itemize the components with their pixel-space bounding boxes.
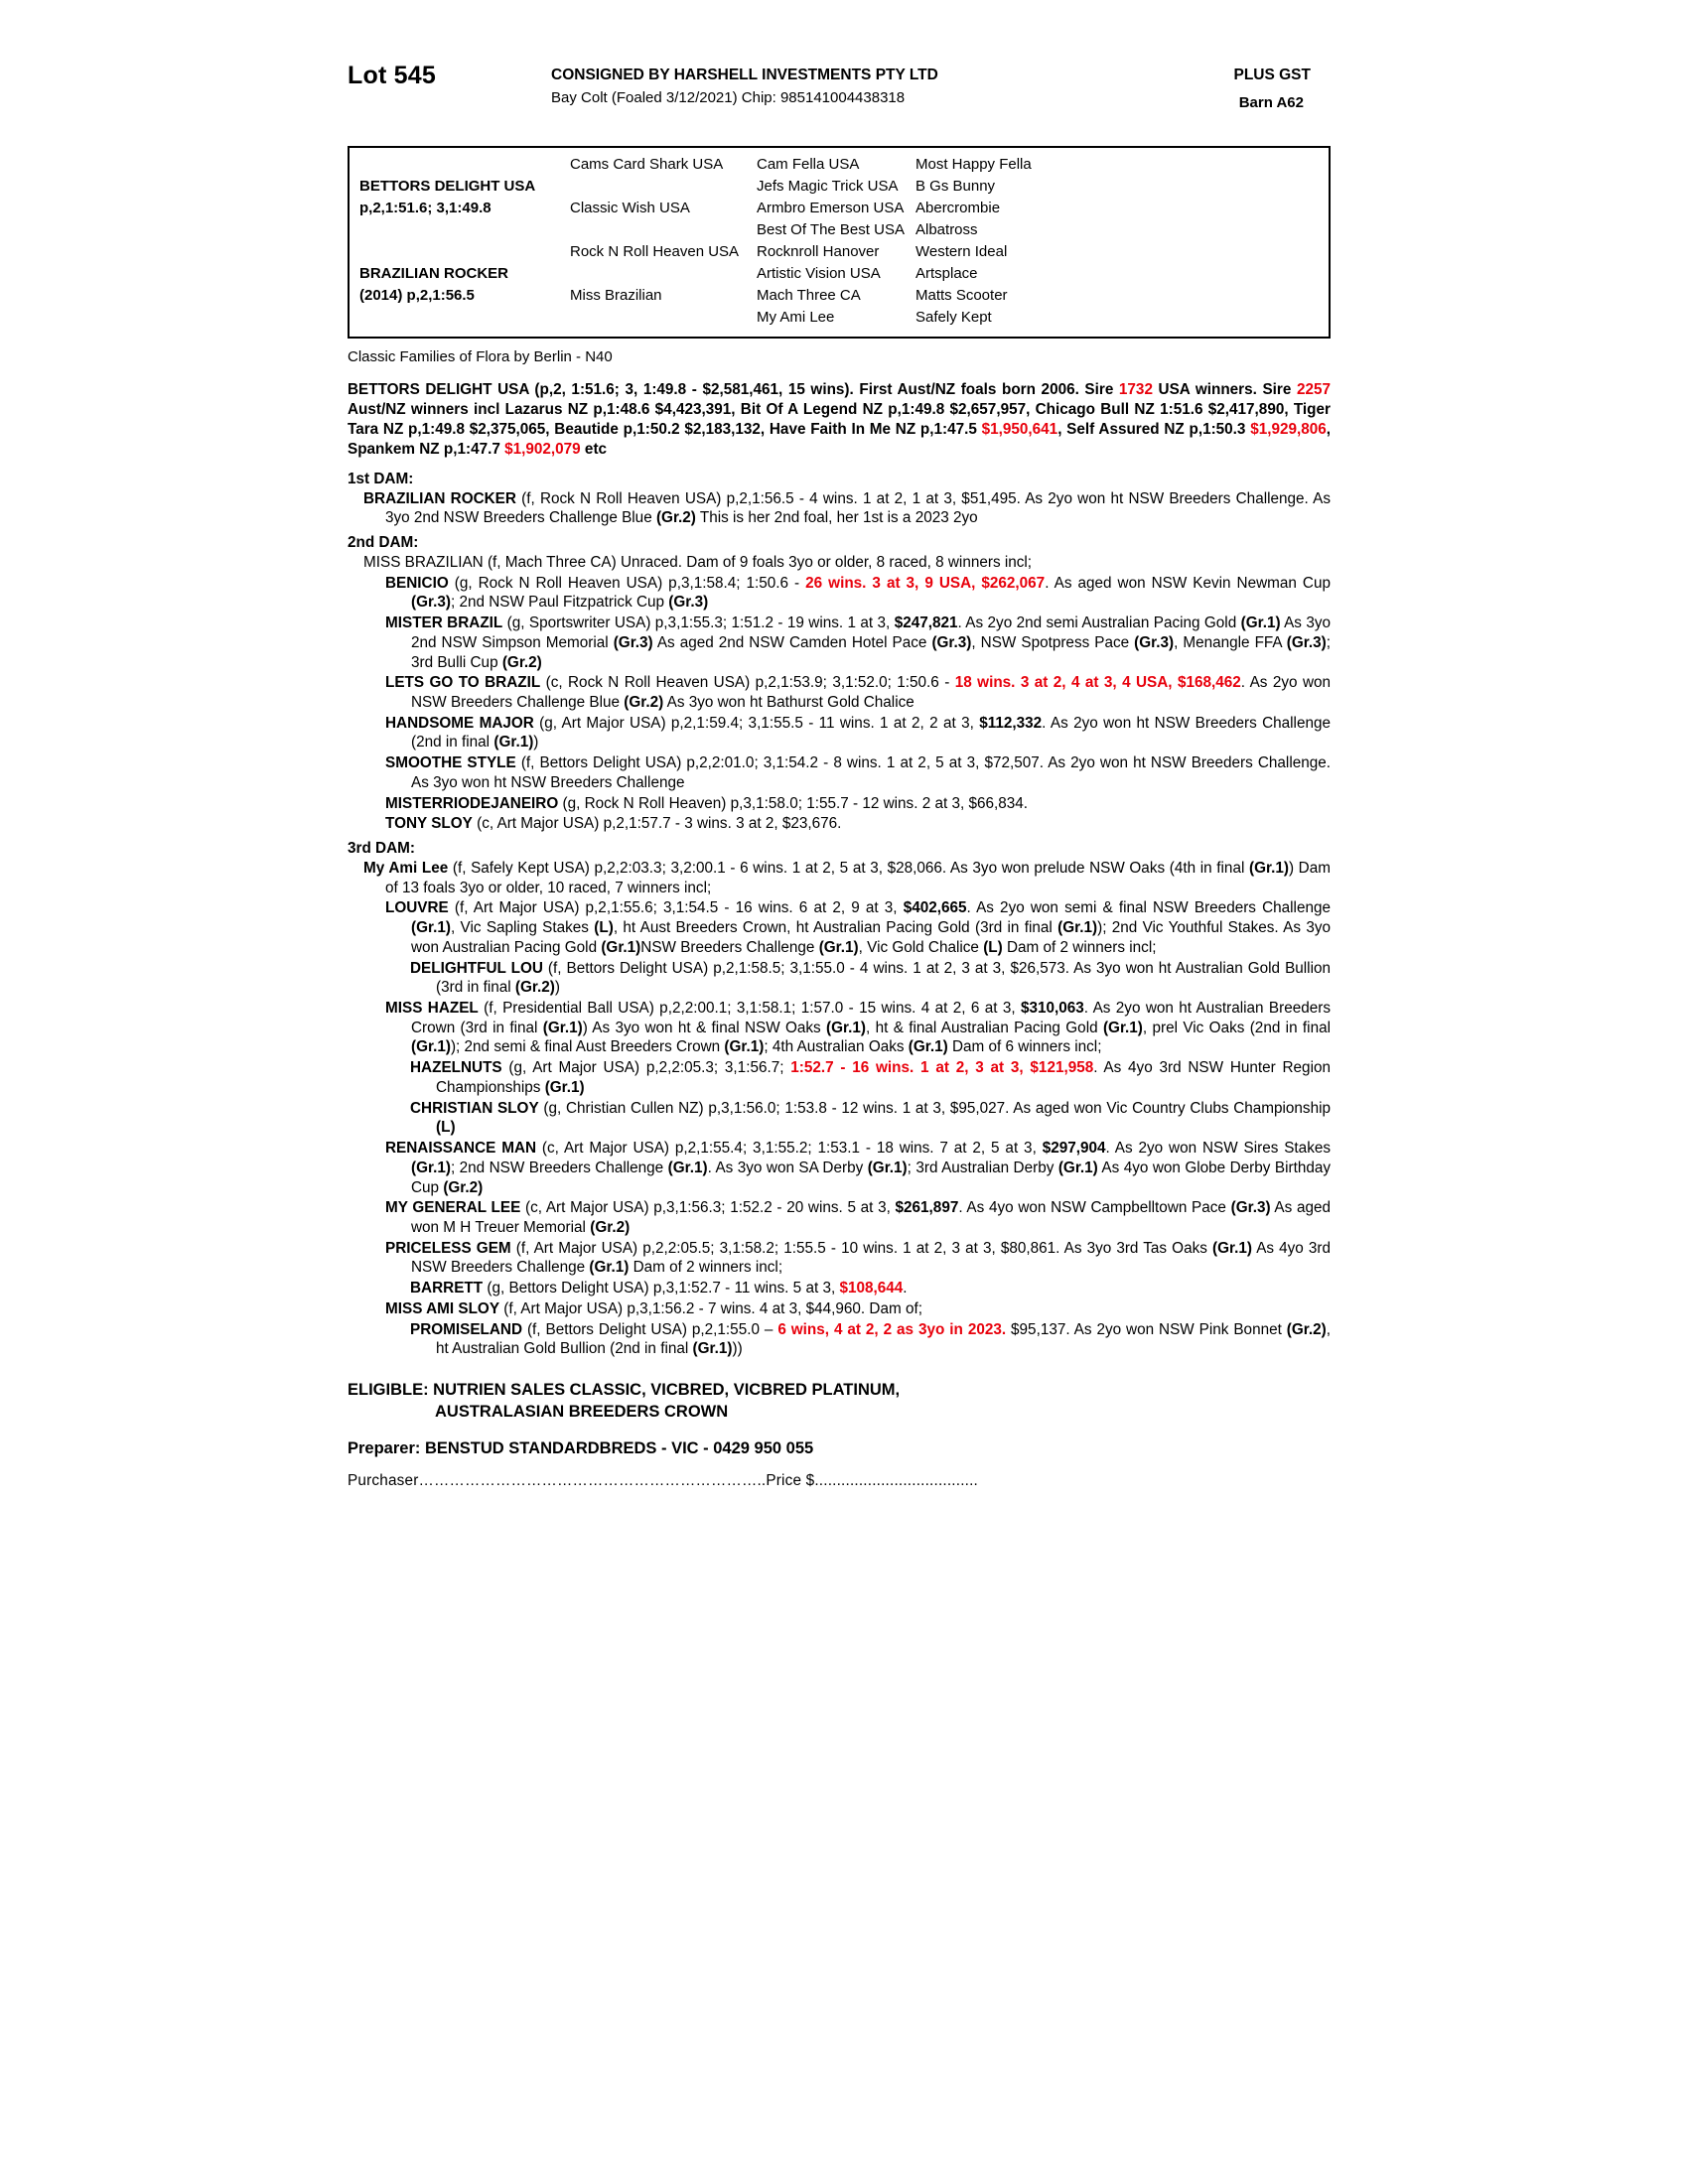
pedigree-gen3-5: Rocknroll Hanover [757, 243, 880, 260]
text-fragment-2: . [903, 1280, 908, 1297]
text-fragment-0: (f, Safely Kept USA) p,2,2:03.3; 3,2:00.1 - 6 wins. 1 at 2, 5 at 3, $28,066. As 3yo won prelude NSW Oaks (4th in final [448, 860, 1249, 877]
pedigree-gen4-3: Abercrombie [915, 200, 1001, 216]
first-dam-text-b: This is her 2nd foal, her 1st is a 2023 2yo [695, 509, 978, 527]
text-fragment-5: (L) [594, 919, 614, 937]
text-fragment-7: (Gr.1) [1057, 919, 1098, 937]
pedigree-gen3-8: My Ami Lee [757, 309, 835, 326]
text-fragment-4: As 3yo 2nd NSW Simpson Memorial [411, 614, 1332, 651]
text-fragment-2: ) [554, 979, 560, 997]
pedigree-gen4-1: Most Happy Fella [915, 156, 1032, 173]
family-line: Classic Families of Flora by Berlin - N40 [348, 348, 613, 365]
first-dam-header: 1st DAM: [348, 470, 414, 487]
text-fragment-9: (Gr.1) [411, 1038, 451, 1056]
sire-anz-winners: 2257 [1296, 381, 1331, 398]
progeny-entry [377, 1198, 1331, 1237]
progeny-entry [377, 714, 1331, 752]
text-fragment-2: ) Dam of 13 foals 3yo or older, 10 raced, 7 winners incl; [385, 860, 1331, 896]
text-fragment-2: . As aged won NSW Kevin Newman Cup [1045, 574, 1331, 592]
text-fragment-9: (Gr.1) [1057, 1159, 1098, 1176]
text-fragment-11: (Gr.1) [818, 938, 859, 956]
progeny-entry [377, 898, 1331, 957]
page-header [348, 62, 1331, 131]
text-fragment-0: (f, Bettors Delight USA) p,2,2:01.0; 3,1:54.2 - 8 wins. 1 at 2, 5 at 3, $72,507. As 2yo won ht NSW Breeders Challenge. As 3yo won ht NSW Breeders Challenge [411, 754, 1331, 791]
text-fragment-4: Dam of 2 winners incl; [629, 1259, 783, 1277]
pedigree-gen3-3: Armbro Emerson USA [757, 200, 905, 216]
third-dam-name: My Ami Lee [363, 860, 449, 877]
pedigree-gen3-6: Artistic Vision USA [757, 265, 881, 282]
sire-text-4: , Self Assured NZ p,1:50.3 [1057, 420, 1251, 438]
text-fragment-12: ; 3rd Bulli Cup [411, 633, 1331, 671]
third-dam-entry [355, 859, 1331, 897]
pedigree-gen2-2: Classic Wish USA [570, 200, 690, 216]
text-fragment-1: $247,821 [894, 614, 958, 632]
text-fragment-0: (f, Art Major USA) p,3,1:56.2 - 7 wins. 4 at 3, $44,960. Dam of; [499, 1299, 922, 1317]
text-fragment-9: (Gr.1) [601, 938, 641, 956]
progeny-name: BARRETT [410, 1280, 484, 1297]
text-fragment-0: (g, Art Major USA) p,2,1:59.4; 3,1:55.5 - 11 wins. 1 at 2, 2 at 3, [533, 714, 980, 732]
text-fragment-0: (g, Rock N Roll Heaven USA) p,3,1:58.4; 1:50.6 - [448, 574, 806, 592]
sire-earnings-2: $1,929,806 [1250, 420, 1327, 438]
text-fragment-12: ; 4th Australian Oaks [764, 1038, 909, 1056]
progeny-name: PROMISELAND [410, 1320, 523, 1338]
text-fragment-8: , NSW Spotpress Pace [971, 633, 1135, 651]
text-fragment-5: (Gr.3) [668, 594, 709, 612]
text-fragment-10: NSW Breeders Challenge [640, 938, 819, 956]
sire-usa-winners: 1732 [1118, 381, 1153, 398]
pedigree-gen2-1: Cams Card Shark USA [570, 156, 724, 173]
text-fragment-2: . As 4yo won NSW Campbelltown Pace [958, 1199, 1231, 1217]
progeny-entry [377, 574, 1331, 613]
text-fragment-0: (g, Bettors Delight USA) p,3,1:52.7 - 11 wins. 5 at 3, [483, 1280, 840, 1297]
text-fragment-3: (Gr.1) [542, 1019, 583, 1036]
text-fragment-3: (Gr.3) [1230, 1199, 1271, 1217]
progeny-entry [402, 1279, 1331, 1298]
text-fragment-0: (f, Bettors Delight USA) p,2,1:58.5; 3,1:55.0 - 4 wins. 1 at 2, 3 at 3, $26,573. As 3yo won ht Australian Gold Bullion (3rd in final [436, 959, 1331, 997]
pedigree-dam-name: BRAZILIAN ROCKER [359, 265, 508, 282]
text-fragment-0: (g, Christian Cullen NZ) p,3,1:56.0; 1:53.8 - 12 wins. 1 at 3, $95,027. As aged won Vic Country Clubs Championship [538, 1099, 1331, 1117]
pedigree-gen4-6: Artsplace [915, 265, 978, 282]
text-fragment-8: ); 2nd Vic Youthful Stakes. As 3yo won Australian Pacing Gold [411, 919, 1331, 956]
text-fragment-6: As aged 2nd NSW Camden Hotel Pace [652, 633, 932, 651]
text-fragment-4: As aged won M H Treuer Memorial [411, 1199, 1331, 1236]
progeny-name: MY GENERAL LEE [385, 1199, 521, 1217]
progeny-name: LOUVRE [385, 899, 449, 917]
text-fragment-2: . As 2yo won ht Australian Breeders Crown (3rd in final [411, 1000, 1331, 1036]
text-fragment-2: . As 2yo won semi & final NSW Breeders Challenge [966, 899, 1331, 917]
progeny-name: CHRISTIAN SLOY [410, 1099, 539, 1117]
progeny-entry [377, 999, 1331, 1057]
text-fragment-6: , ht & final Australian Pacing Gold [866, 1019, 1103, 1036]
text-fragment-3: (Gr.1) [411, 1159, 451, 1176]
text-fragment-0: (c, Art Major USA) p,2,1:55.4; 3,1:55.2; 1:53.1 - 18 wins. 7 at 2, 5 at 3, [536, 1140, 1043, 1158]
second-dam-entry [355, 553, 1331, 573]
text-fragment-0: (c, Art Major USA) p,3,1:56.3; 1:52.2 - 20 wins. 5 at 3, [520, 1199, 896, 1217]
text-fragment-1: 26 wins. 3 at 3, 9 USA, $262,067 [805, 574, 1046, 592]
text-fragment-11: (Gr.3) [1286, 633, 1327, 651]
pedigree-gen3-1: Cam Fella USA [757, 156, 860, 173]
text-fragment-7: (Gr.1) [867, 1159, 908, 1176]
preparer-line: Preparer: BENSTUD STANDARDBREDS - VIC - 0429 950 055 [348, 1438, 814, 1457]
text-fragment-4: ) [533, 734, 539, 751]
pedigree-gen4-4: Albatross [915, 221, 978, 238]
progeny-name: MISTERRIODEJANEIRO [385, 794, 559, 812]
progeny-name: HAZELNUTS [410, 1059, 502, 1077]
text-fragment-0: (f, Presidential Ball USA) p,2,2:00.1; 3,1:58.1; 1:57.0 - 15 wins. 4 at 2, 6 at 3, [478, 1000, 1021, 1018]
text-fragment-1: (Gr.2) [514, 979, 555, 997]
progeny-entry [377, 1299, 1331, 1319]
text-fragment-8: ; 3rd Australian Derby [907, 1159, 1058, 1176]
pedigree-dam-record: (2014) p,2,1:56.5 [359, 287, 475, 304]
text-fragment-6: )) [732, 1340, 743, 1358]
progeny-entry [377, 794, 1331, 814]
second-dam-name: MISS BRAZILIAN [363, 553, 484, 571]
text-fragment-3: (Gr.1) [411, 919, 451, 937]
progeny-entry [402, 959, 1331, 998]
progeny-name: MISS AMI SLOY [385, 1299, 500, 1317]
horse-description: Bay Colt (Foaled 3/12/2021) Chip: 985141004438318 [551, 89, 906, 106]
progeny-name: RENAISSANCE MAN [385, 1140, 537, 1158]
progeny-name: MISS HAZEL [385, 1000, 479, 1018]
text-fragment-2: . As 2yo won ht NSW Breeders Challenge (2nd in final [411, 714, 1331, 751]
text-fragment-1: (L) [436, 1119, 456, 1137]
text-fragment-13: (L) [983, 938, 1003, 956]
text-fragment-1: $108,644 [839, 1280, 904, 1297]
text-fragment-2: $95,137. As 2yo won NSW Pink Bonnet [1006, 1320, 1287, 1338]
text-fragment-3: (Gr.2) [624, 693, 664, 711]
progeny-entry [377, 1239, 1331, 1278]
sire-text-6: etc [580, 440, 608, 458]
text-fragment-1: $310,063 [1020, 1000, 1084, 1018]
second-dam-header: 2nd DAM: [348, 533, 419, 551]
eligible-line-1: ELIGIBLE: NUTRIEN SALES CLASSIC, VICBRED, VICBRED PLATINUM, [348, 1380, 901, 1399]
consignor-line: CONSIGNED BY HARSHELL INVESTMENTS PTY LTD [551, 67, 938, 83]
third-dam-header: 3rd DAM: [348, 840, 415, 857]
progeny-entry [402, 1320, 1331, 1359]
text-fragment-10: As 4yo won Globe Derby Birthday Cup [411, 1159, 1331, 1196]
first-dam-grade: (Gr.2) [655, 509, 696, 527]
progeny-entry [377, 1139, 1331, 1197]
lot-number: Lot 545 [348, 62, 436, 89]
progeny-name: BENICIO [385, 574, 449, 592]
text-fragment-11: (Gr.2) [443, 1178, 484, 1196]
sire-text-3: Aust/NZ winners incl Lazarus NZ p,1:48.6 $4,423,391, Bit Of A Legend NZ p,1:49.8 $2,657,957, Chicago Bull NZ 1:51.6 $2,417,890, Tiger Tara NZ p,1:49.8 $2,375,065, Beautide p,1:50.2 $2,183,132, Have Faith In Me NZ p,1:47.5 [348, 400, 1331, 438]
first-dam-name: BRAZILIAN ROCKER [363, 489, 516, 507]
text-fragment-4: ; 2nd NSW Breeders Challenge [450, 1159, 668, 1176]
sire-earnings-1: $1,950,641 [981, 420, 1058, 438]
pedigree-gen4-5: Western Ideal [915, 243, 1008, 260]
text-fragment-13: (Gr.1) [908, 1038, 948, 1056]
text-fragment-1: $112,332 [979, 714, 1043, 732]
text-fragment-1: (Gr.1) [1249, 860, 1289, 877]
text-fragment-4: ; 2nd NSW Paul Fitzpatrick Cup [450, 594, 669, 612]
text-fragment-1: $297,904 [1042, 1140, 1106, 1158]
progeny-name: DELIGHTFUL LOU [410, 959, 543, 977]
text-fragment-1: (Gr.1) [1211, 1239, 1252, 1257]
plus-gst-label: PLUS GST [1233, 67, 1311, 83]
sire-text-2: USA winners. Sire [1152, 381, 1297, 398]
text-fragment-0: (f, Art Major USA) p,2,1:55.6; 3,1:54.5 - 16 wins. 6 at 2, 9 at 3, [448, 899, 904, 917]
text-fragment-5: (Gr.1) [667, 1159, 708, 1176]
text-fragment-8: , prel Vic Oaks (2nd in final [1142, 1019, 1331, 1036]
pedigree-gen2-4: Miss Brazilian [570, 287, 662, 304]
text-fragment-0: (f, Bettors Delight USA) p,2,1:55.0 – [522, 1320, 778, 1338]
text-fragment-4: ) As 3yo won ht & final NSW Oaks [582, 1019, 827, 1036]
progeny-name: LETS GO TO BRAZIL [385, 674, 541, 692]
text-fragment-5: (Gr.1) [826, 1019, 866, 1036]
sire-paragraph [348, 380, 1331, 460]
pedigree-sire-record: p,2,1:51.6; 3,1:49.8 [359, 200, 492, 216]
text-fragment-5: (Gr.1) [692, 1340, 733, 1358]
text-fragment-0: (g, Sportswriter USA) p,3,1:55.3; 1:51.2 - 19 wins. 1 at 3, [502, 614, 895, 632]
text-fragment-14: Dam of 6 winners incl; [947, 1038, 1102, 1056]
text-fragment-0: (g, Art Major USA) p,2,2:05.3; 3,1:56.7; [501, 1059, 791, 1077]
text-fragment-2: . As 2yo won NSW Breeders Challenge Blue [411, 674, 1332, 711]
text-fragment-3: (Gr.1) [544, 1078, 585, 1096]
eligible-line-2: AUSTRALASIAN BREEDERS CROWN [435, 1403, 729, 1422]
text-fragment-7: (Gr.1) [1102, 1019, 1143, 1036]
pedigree-gen3-4: Best Of The Best USA [757, 221, 905, 238]
progeny-name: SMOOTHE STYLE [385, 754, 516, 772]
pedigree-gen2-3: Rock N Roll Heaven USA [570, 243, 740, 260]
text-fragment-1: 1:52.7 - 16 wins. 1 at 2, 3 at 3, $121,958 [790, 1059, 1094, 1077]
pedigree-sire-name: BETTORS DELIGHT USA [359, 178, 536, 195]
text-fragment-11: (Gr.1) [724, 1038, 765, 1056]
sire-text-1: BETTORS DELIGHT USA (p,2, 1:51.6; 3, 1:49.8 - $2,581,461, 15 wins). First Aust/NZ foals born 2006. Sire [348, 381, 1119, 398]
text-fragment-2: . As 4yo 3rd NSW Hunter Region Championships [436, 1059, 1331, 1096]
text-fragment-4: As 3yo won ht Bathurst Gold Chalice [663, 693, 914, 711]
progeny-entry [377, 614, 1331, 672]
progeny-entry [377, 814, 1331, 834]
text-fragment-3: (Gr.2) [1286, 1320, 1327, 1338]
text-fragment-13: (Gr.2) [501, 653, 542, 671]
text-fragment-1: 18 wins. 3 at 2, 4 at 3, 4 USA, $168,462 [954, 674, 1241, 692]
text-fragment-10: ); 2nd semi & final Aust Breeders Crown [450, 1038, 725, 1056]
text-fragment-2: As 4yo 3rd NSW Breeders Challenge [411, 1239, 1332, 1277]
first-dam-entry [355, 489, 1331, 528]
text-fragment-3: (Gr.1) [1240, 614, 1281, 632]
text-fragment-0: (f, Art Major USA) p,2,2:05.5; 3,1:58.2; 1:55.5 - 10 wins. 1 at 2, 3 at 3, $80,861. As 3yo 3rd Tas Oaks [510, 1239, 1212, 1257]
second-dam-intro: (f, Mach Three CA) Unraced. Dam of 9 foals 3yo or older, 8 raced, 8 winners incl; [483, 553, 1033, 571]
text-fragment-1: 6 wins, 4 at 2, 2 as 3yo in 2023. [777, 1320, 1007, 1338]
third-dam-progeny-list [348, 898, 1331, 1359]
text-fragment-14: Dam of 2 winners incl; [1002, 938, 1157, 956]
text-fragment-6: , ht Aust Breeders Crown, ht Australian Pacing Gold (3rd in final [613, 919, 1058, 937]
progeny-name: MISTER BRAZIL [385, 614, 503, 632]
text-fragment-7: (Gr.3) [931, 633, 972, 651]
text-fragment-1: $402,665 [903, 899, 967, 917]
pedigree-gen4-2: B Gs Bunny [915, 178, 996, 195]
text-fragment-4: , ht Australian Gold Bullion (2nd in final [436, 1320, 1331, 1358]
text-fragment-1: $261,897 [895, 1199, 959, 1217]
first-dam-text-a: (f, Rock N Roll Heaven USA) p,2,1:56.5 - 4 wins. 1 at 2, 1 at 3, $51,495. As 2yo won ht NSW Breeders Challenge. As 3yo 2nd NSW Breeders Challenge Blue [385, 489, 1331, 527]
text-fragment-9: (Gr.3) [1134, 633, 1175, 651]
text-fragment-5: (Gr.2) [590, 1218, 631, 1236]
barn-label: Barn A62 [1238, 94, 1304, 111]
progeny-name: PRICELESS GEM [385, 1239, 511, 1257]
progeny-entry [402, 1099, 1331, 1138]
progeny-entry [402, 1058, 1331, 1097]
pedigree-gen4-8: Safely Kept [915, 309, 992, 326]
sire-text-5: , Spankem NZ p,1:47.7 [348, 420, 1331, 458]
text-fragment-0: (c, Rock N Roll Heaven USA) p,2,1:53.9; 3,1:52.0; 1:50.6 - [540, 674, 955, 692]
pedigree-table [348, 146, 1331, 339]
purchaser-line: Purchaser…………………………………………………………..Price $..................................... [348, 1471, 979, 1489]
text-fragment-0: (g, Rock N Roll Heaven) p,3,1:58.0; 1:55.7 - 12 wins. 2 at 3, $66,834. [558, 794, 1029, 812]
text-fragment-2: . As 2yo 2nd semi Australian Pacing Gold [957, 614, 1241, 632]
third-dam-intro [385, 860, 1331, 896]
text-fragment-0: (c, Art Major USA) p,2,1:57.7 - 3 wins. 3 at 2, $23,676. [472, 815, 842, 833]
sire-earnings-3: $1,902,079 [504, 440, 581, 458]
progeny-name: TONY SLOY [385, 815, 473, 833]
text-fragment-3: (Gr.3) [411, 594, 451, 612]
text-fragment-3: (Gr.1) [493, 734, 534, 751]
text-fragment-5: (Gr.3) [613, 633, 653, 651]
pedigree-gen4-7: Matts Scooter [915, 287, 1008, 304]
page-content [348, 62, 1331, 1490]
progeny-name: HANDSOME MAJOR [385, 714, 534, 732]
text-fragment-10: , Menangle FFA [1174, 633, 1287, 651]
progeny-entry [377, 753, 1331, 792]
text-fragment-3: (Gr.1) [589, 1259, 630, 1277]
progeny-entry [377, 673, 1331, 712]
pedigree-gen3-2: Jefs Magic Trick USA [757, 178, 899, 195]
text-fragment-4: , Vic Sapling Stakes [450, 919, 595, 937]
text-fragment-6: . As 3yo won SA Derby [707, 1159, 868, 1176]
text-fragment-12: , Vic Gold Chalice [858, 938, 984, 956]
second-dam-progeny-list [348, 574, 1331, 834]
text-fragment-2: . As 2yo won NSW Sires Stakes [1105, 1140, 1331, 1158]
eligible-block [348, 1379, 1331, 1424]
pedigree-gen3-7: Mach Three CA [757, 287, 861, 304]
